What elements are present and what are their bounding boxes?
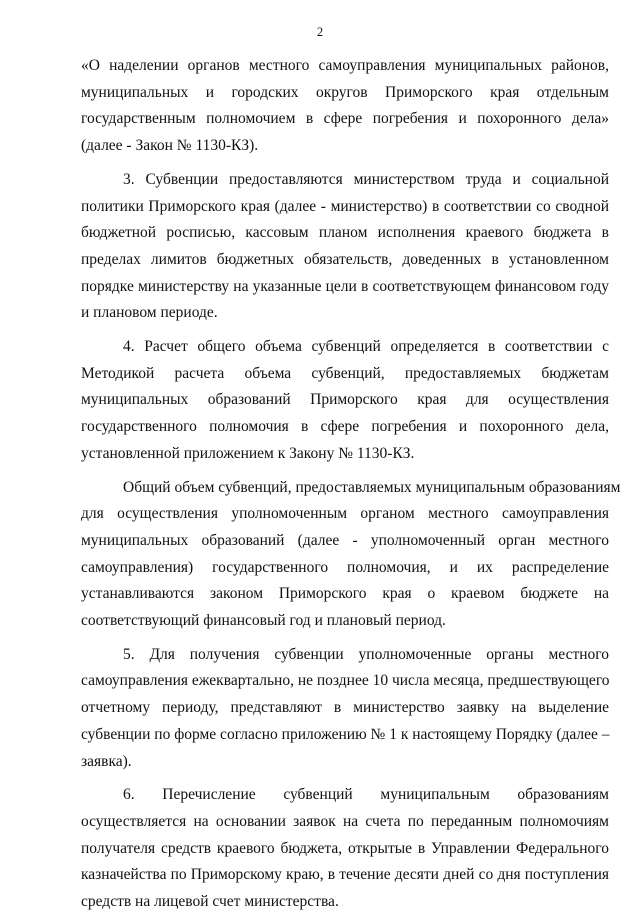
text-line: соответствующий финансовый год и плановый период. [81,612,446,630]
text-line: и плановом периоде. [81,304,218,322]
text-line: Методикой расчета объема субвенций, предоставляемых бюджетам [81,364,609,382]
text-line: бюджетной росписью, кассовым планом исполнения краевого бюджета в [81,224,609,242]
text-line: самоуправления) государственного полномочия, и их распределение [81,558,609,576]
paragraph [81,642,609,776]
text-line: муниципальных и городских округов Приморского края отдельным [81,83,609,101]
text-line: 5. Для получения субвенции уполномоченные органы местного [123,645,609,663]
text-line: отчетному периоду, представляют в министерство заявку на выделение [81,699,609,717]
text-line: установленной приложением к Закону № 1130-КЗ. [81,444,415,462]
text-line: муниципальных образований Приморского края для осуществления [81,391,609,409]
text-line: получателя средств краевого бюджета, открытые в Управлении Федерального [81,839,609,857]
text-line: государственным полномочием в сфере погребения и похоронного дела» [81,110,609,128]
text-line: 3. Субвенции предоставляются министерством труда и социальной [123,170,609,188]
text-line: устанавливаются законом Приморского края о краевом бюджете на [81,585,609,603]
text-line: самоуправления ежеквартально, не позднее 10 числа месяца, предшествующего [81,672,610,690]
paragraph [81,167,609,327]
text-line: муниципальных образований (далее - уполномоченный орган местного [81,531,609,549]
text-line: 4. Расчет общего объема субвенций определяется в соответствии с [123,338,609,356]
text-line: Общий объем субвенций, предоставляемых муниципальным образованиям [123,478,621,496]
page-number: 2 [316,25,324,39]
text-line: пределах лимитов бюджетных обязательств, доведенных в установленном [81,250,609,268]
text-line: средств на лицевой счет министерства. [81,893,339,911]
text-line: для осуществления уполномоченным органом местного самоуправления [81,505,609,523]
text-line: казначейства по Приморскому краю, в течение десяти дней со дня поступления [81,866,609,884]
text-line: заявка). [81,752,132,770]
paragraph [81,782,609,916]
document-body [81,53,621,916]
text-line: политики Приморского края (далее - министерство) в соответствии со сводной [81,197,609,215]
text-line: государственного полномочия в сфере погребения и похоронного дела, [81,418,609,436]
paragraph [81,334,609,468]
text-line: субвенции по форме согласно приложению № 1 к настоящему Порядку (далее – [81,725,610,743]
text-line: осуществляется на основании заявок на счета по переданным полномочиям [81,812,609,830]
paragraph [81,53,609,160]
paragraph [81,475,621,635]
text-line: порядке министерству на указанные цели в соответствующем финансовом году [81,277,609,295]
text-line: «О наделении органов местного самоуправления муниципальных районов, [81,57,609,74]
text-line: (далее - Закон № 1130-КЗ). [81,137,259,155]
text-line: 6. Перечисление субвенций муниципальным образованиям [123,786,609,804]
